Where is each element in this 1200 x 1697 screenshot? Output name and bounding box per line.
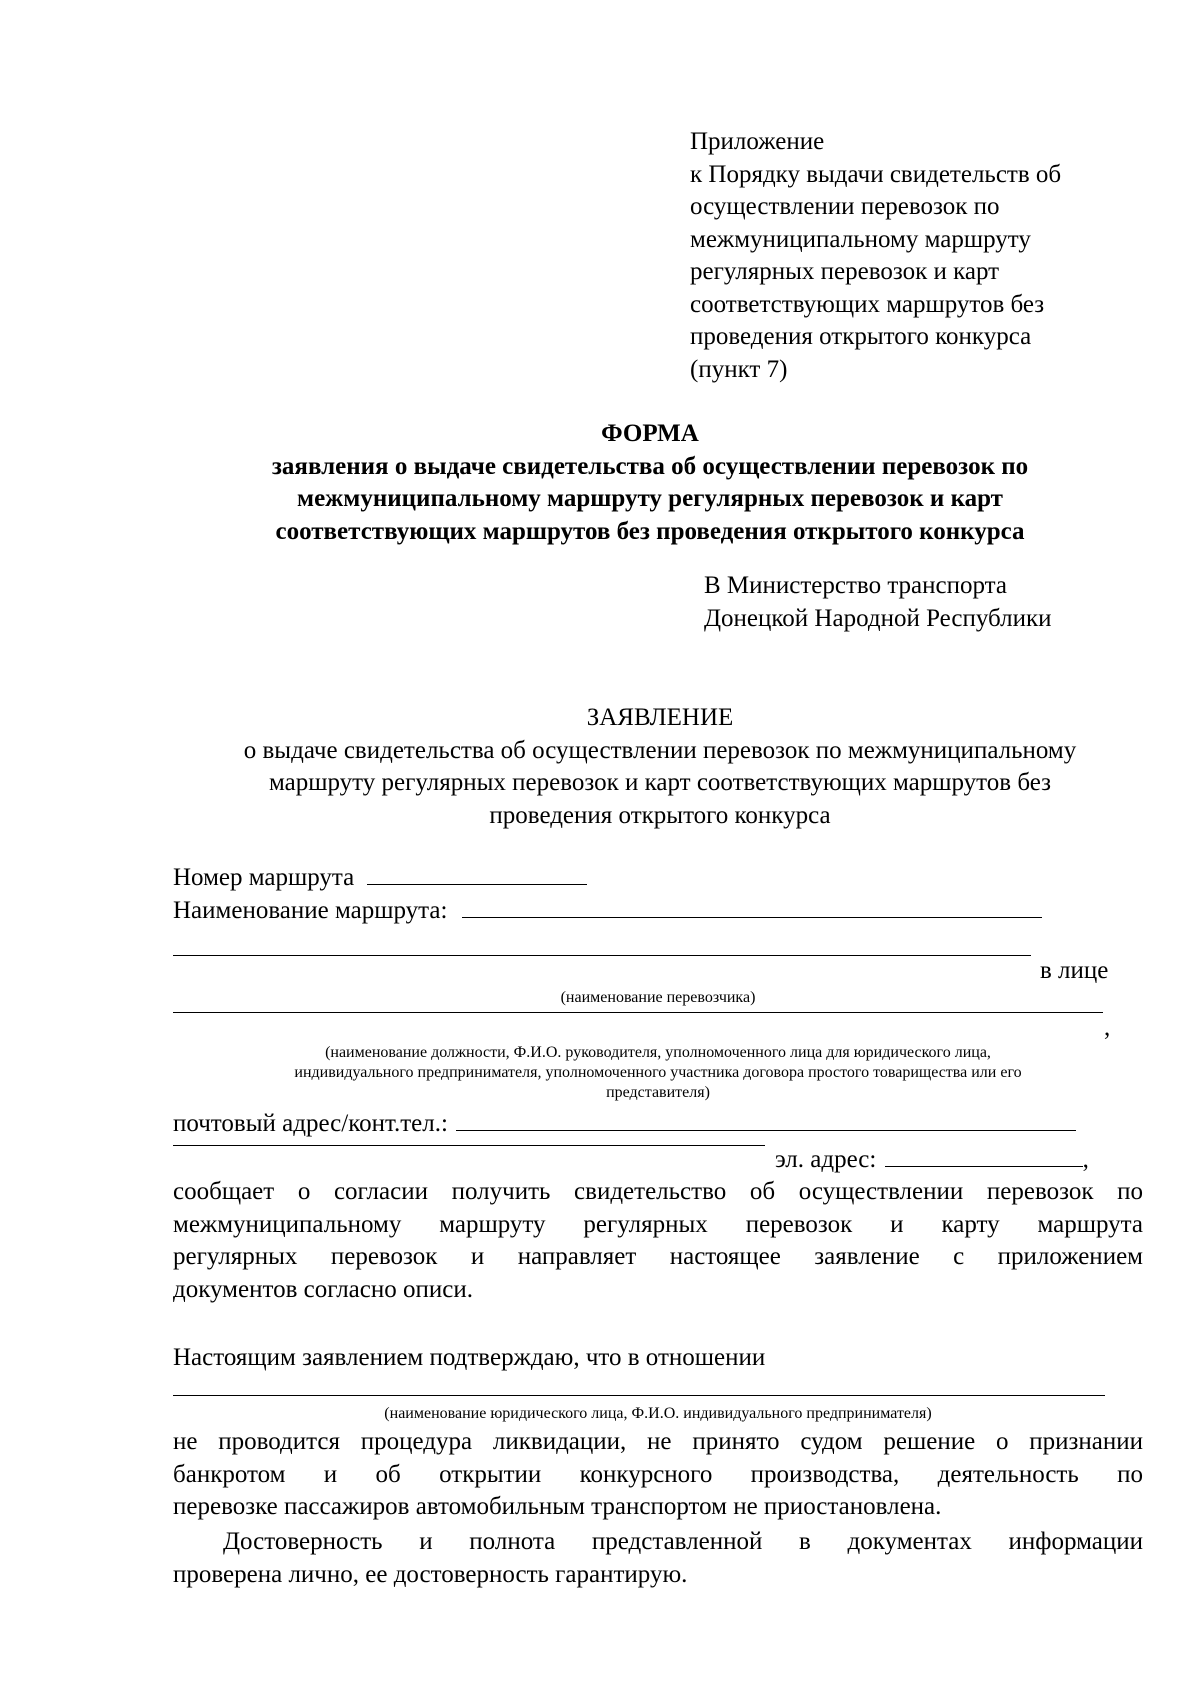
annex-line: Приложение xyxy=(690,128,825,155)
recipient-line: В Министерство транспорта xyxy=(704,572,1007,599)
email-label: эл. адрес: xyxy=(775,1146,877,1173)
carrier-hint: (наименование перевозчика) xyxy=(560,989,756,1006)
form-title xyxy=(180,418,1120,548)
liquidation-line: перевозке пассажиров автомобильным транспортом не приостановлена. xyxy=(173,1493,942,1520)
consent-line: документов согласно описи. xyxy=(173,1275,473,1303)
accuracy-paragraph xyxy=(173,1526,1143,1591)
postal-label: почтовый адрес/конт.тел.: xyxy=(173,1110,448,1137)
accuracy-line: Достоверность и полнота представленной в документах информации xyxy=(223,1528,1143,1555)
recipient-block xyxy=(704,570,1164,635)
form-title-line: межмуниципальному маршруту регулярных перевозок и карт xyxy=(297,485,1003,512)
statement-line: проведения открытого конкурса xyxy=(489,801,831,829)
form-title-line: заявления о выдаче свидетельства об осуществлении перевозок по xyxy=(271,452,1029,480)
annex-line: межмуниципальному маршруту xyxy=(690,225,1031,253)
representative-field[interactable] xyxy=(173,1012,1103,1013)
annex-line: проведения открытого конкурса xyxy=(690,323,1032,350)
entity-hint: (наименование юридического лица, Ф.И.О. индивидуального предпринимателя) xyxy=(384,1405,932,1422)
statement-line: маршруту регулярных перевозок и карт соответствующих маршрутов без xyxy=(268,769,1052,796)
in-person-label: в лице xyxy=(1040,957,1109,984)
consent-line: межмуниципальному маршруту регулярных перевозок и карту маршрута xyxy=(173,1210,1143,1238)
annex-line: к Порядку выдачи свидетельств об xyxy=(690,160,1062,188)
route-number-label: Номер маршрута xyxy=(173,864,355,891)
route-name-row xyxy=(173,893,1042,928)
route-number-field[interactable] xyxy=(367,860,587,885)
liquidation-line: не проводится процедура ликвидации, не принято судом решение о признании xyxy=(173,1428,1143,1455)
carrier-name-field[interactable] xyxy=(173,955,1031,956)
annex-line: соответствующих маршрутов без xyxy=(690,290,1045,318)
form-title-line: соответствующих маршрутов без проведения открытого конкурса xyxy=(275,517,1025,545)
route-name-field[interactable] xyxy=(462,893,1042,918)
postal-field[interactable] xyxy=(456,1106,1076,1131)
position-hint-line: (наименование должности, Ф.И.О. руководителя, уполномоченного лица для юридического лица, xyxy=(325,1044,991,1061)
liquidation-line: банкротом и об открытии конкурсного производства, деятельность по xyxy=(173,1460,1143,1488)
recipient-line: Донецкой Народной Республики xyxy=(704,604,1052,632)
confirm-intro: Настоящим заявлением подтверждаю, что в отношении xyxy=(173,1344,766,1371)
form-heading: ФОРМА xyxy=(601,420,699,447)
consent-line: сообщает о согласии получить свидетельство об осуществлении перевозок по xyxy=(173,1178,1143,1205)
route-name-label: Наименование маршрута: xyxy=(173,897,448,924)
statement-block xyxy=(160,702,1160,832)
position-hint-line: представителя) xyxy=(606,1084,710,1101)
email-comma: , xyxy=(1082,1146,1089,1173)
accuracy-line: проверена лично, ее достоверность гарантирую. xyxy=(173,1560,688,1588)
entity-name-field[interactable] xyxy=(173,1395,1105,1396)
email-field[interactable] xyxy=(885,1142,1083,1167)
position-hint xyxy=(173,1043,1143,1103)
representative-comma: , xyxy=(1104,1014,1111,1041)
route-number-row xyxy=(173,860,587,895)
consent-paragraph xyxy=(173,1176,1143,1306)
statement-heading: ЗАЯВЛЕНИЕ xyxy=(586,704,734,731)
annex-block xyxy=(690,126,1170,386)
annex-line: осуществлении перевозок по xyxy=(690,193,1000,220)
postal-continuation-field[interactable] xyxy=(173,1145,765,1146)
postal-row xyxy=(173,1106,1076,1141)
statement-line: о выдаче свидетельства об осуществлении перевозок по межмуниципальному xyxy=(243,736,1077,764)
annex-line: (пункт 7) xyxy=(690,355,788,383)
position-hint-line: индивидуального предпринимателя, уполномоченного участника договора простого товарищества или его xyxy=(294,1064,1022,1081)
liquidation-paragraph xyxy=(173,1426,1143,1524)
annex-line: регулярных перевозок и карт xyxy=(690,258,1000,285)
email-row xyxy=(775,1142,1089,1177)
consent-line: регулярных перевозок и направляет настоящее заявление с приложением xyxy=(173,1243,1143,1270)
